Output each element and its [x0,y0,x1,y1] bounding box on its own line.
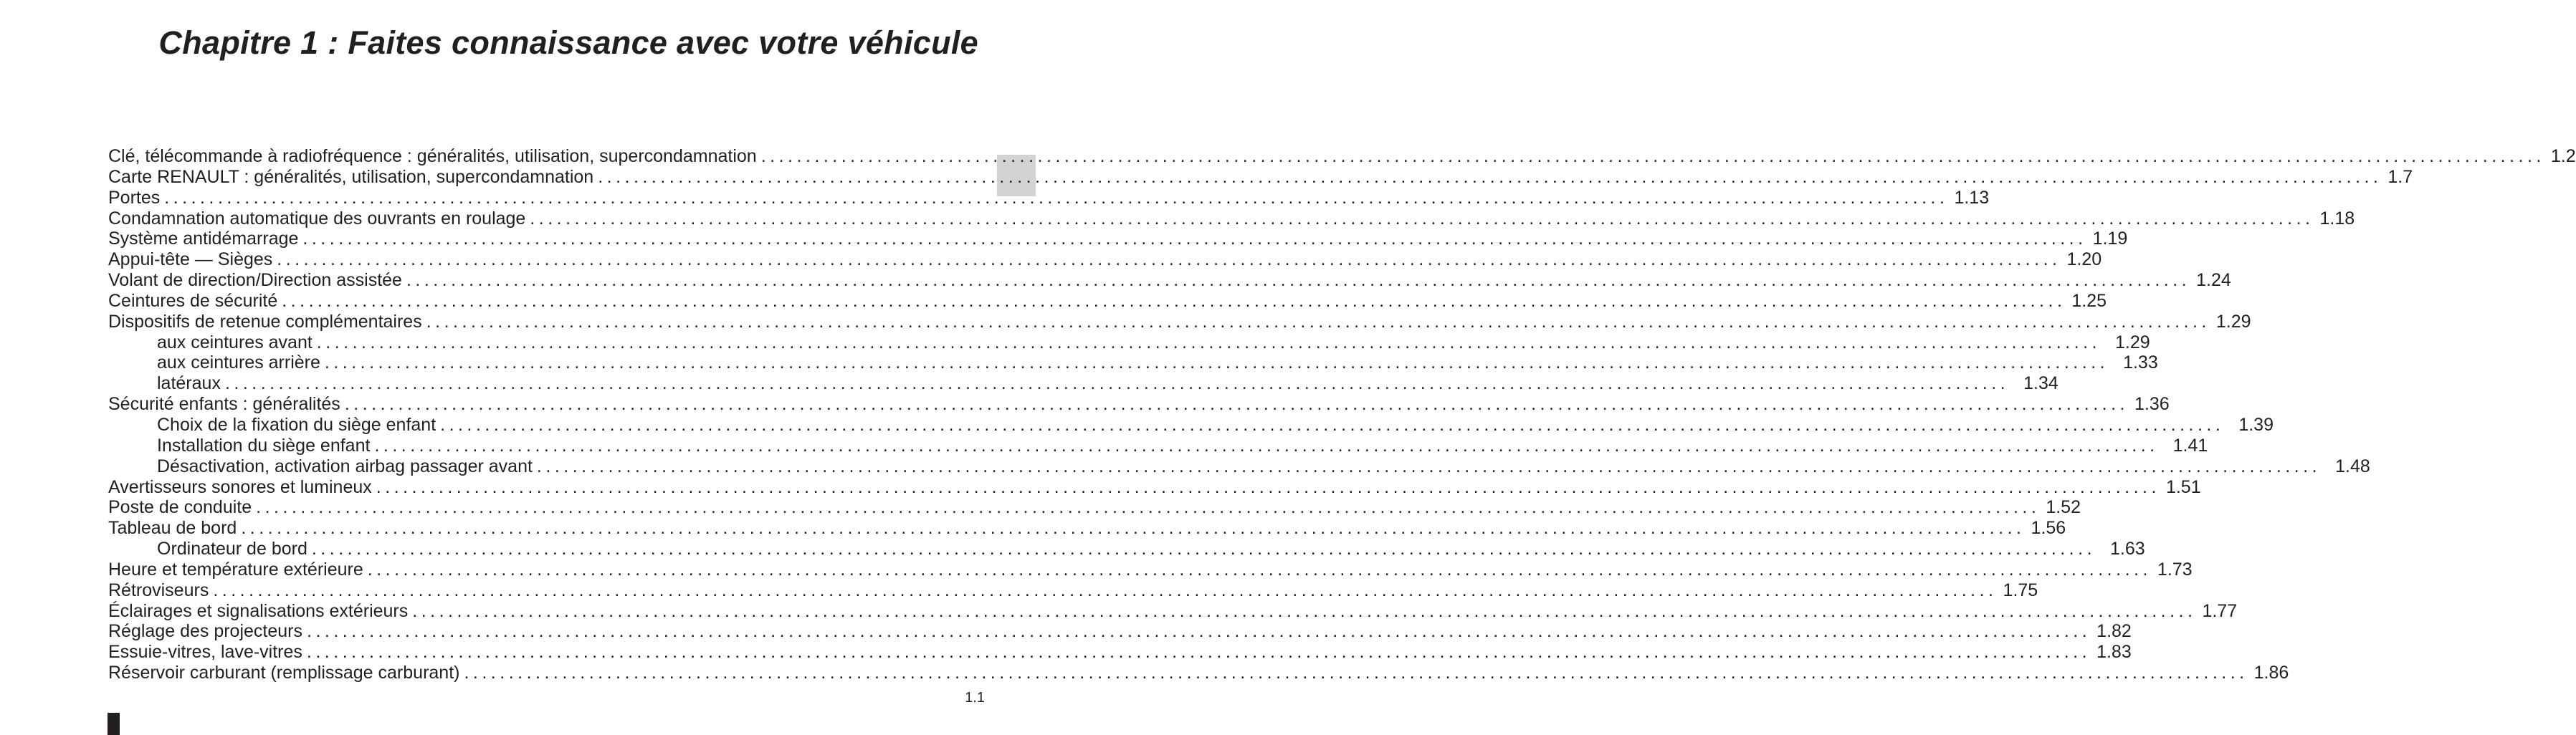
toc-entry-page: 1.86 [2253,663,2289,683]
dot-leader: ........................................................................................................................................................................................................ [307,621,2091,642]
toc-entry-page: 1.83 [2096,642,2132,663]
toc-entry-label: aux ceintures avant [157,332,313,352]
toc-entry-label: Réservoir carburant (remplissage carburant) [108,663,460,683]
dot-leader: ........................................................................................................................................................................................................ [426,311,2210,332]
toc-entry[interactable] [108,166,2413,188]
toc-entry[interactable] [108,518,2066,539]
toc-entry-label: Installation du siège enfant [157,435,371,456]
toc-entry[interactable] [108,435,2208,456]
toc-entry[interactable] [108,539,2145,559]
dot-leader: ........................................................................................................................................................................................................ [241,518,2026,539]
toc-entry[interactable] [108,621,2132,642]
toc-entry-page: 1.39 [2238,414,2274,435]
toc-entry[interactable] [108,559,2193,580]
page-marker [108,713,120,735]
toc-entry-page: 1.63 [2110,539,2145,559]
dot-leader: ........................................................................................................................................................................................................ [598,166,2382,187]
toc-entry[interactable] [108,580,2038,601]
toc-entry[interactable] [108,332,2150,353]
dot-leader: ........................................................................................................................................................................................................ [324,352,2109,373]
toc-entry-page: 1.75 [2003,580,2038,600]
toc-entry-label: Avertisseurs sonores et lumineux [108,476,372,497]
toc-entry-label: Rétroviseurs [108,580,209,600]
toc-entry-page: 1.73 [2157,559,2193,580]
toc-entry-label: Volant de direction/Direction assistée [108,270,402,291]
dot-leader: ........................................................................................................................................................................................................ [282,290,2066,311]
dot-leader: ........................................................................................................................................................................................................ [316,332,2101,352]
toc-entry-page: 1.29 [2114,332,2150,352]
toc-entry[interactable] [108,146,2576,167]
toc-entry-label: Essuie-vitres, lave-vitres [108,642,302,663]
dot-leader: ........................................................................................................................................................................................................ [344,394,2129,415]
toc-entry-label: Portes [108,187,161,208]
toc-entry-page: 1.25 [2071,290,2107,311]
toc-entry[interactable] [108,476,2201,498]
toc-entry[interactable] [108,663,2289,683]
dot-leader: ........................................................................................................................................................................................................ [374,435,2159,456]
toc-entry[interactable] [108,600,2238,622]
toc-entry-label: Ceintures de sécurité [108,290,278,311]
toc-entry[interactable] [108,290,2107,312]
toc-entry[interactable] [108,270,2231,291]
dot-leader: ........................................................................................................................................................................................................ [224,373,2010,394]
toc-entry-page: 1.56 [2031,518,2066,539]
toc-entry-label: Désactivation, activation airbag passager avant [157,456,533,476]
toc-entry-page: 1.41 [2172,435,2208,456]
toc-entry-page: 1.19 [2092,229,2128,249]
dot-leader: ........................................................................................................................................................................................................ [311,539,2096,559]
toc-entry-label: Carte RENAULT : généralités, utilisation, supercondamnation [108,166,594,187]
toc-entry[interactable] [108,311,2251,332]
toc-entry[interactable] [108,394,2170,415]
toc-entry-page: 1.77 [2202,600,2238,621]
toc-entry-label: Ordinateur de bord [157,539,307,559]
chapter-title: Chapitre 1 : Faites connaissance avec votre véhicule [158,24,978,61]
toc-entry-page: 1.48 [2335,456,2370,476]
toc-entry-label: Dispositifs de retenue complémentaires [108,311,422,332]
page-number: 1.1 [965,690,985,706]
dot-leader: ........................................................................................................................................................................................................ [406,270,2191,291]
dot-leader: ........................................................................................................................................................................................................ [277,249,2061,270]
table-of-contents [108,146,2576,683]
toc-entry[interactable] [108,497,2081,518]
toc-entry-page: 1.33 [2123,352,2158,373]
toc-entry-page: 1.2 [2550,146,2576,166]
toc-entry-label: aux ceintures arrière [157,352,320,373]
toc-entry-page: 1.51 [2165,476,2201,497]
dot-leader: ........................................................................................................................................................................................................ [376,476,2160,497]
toc-entry[interactable] [108,249,2102,270]
toc-entry-label: Système antidémarrage [108,229,299,249]
toc-entry-label: Réglage des projecteurs [108,621,302,642]
toc-entry-label: latéraux [157,373,221,394]
dot-leader: ........................................................................................................................................................................................................ [536,456,2322,476]
toc-entry[interactable] [108,187,1990,208]
toc-entry-label: Condamnation automatique des ouvrants en roulage [108,208,526,229]
toc-entry[interactable] [108,414,2274,436]
toc-entry[interactable] [108,642,2132,663]
toc-entry-page: 1.29 [2215,311,2251,332]
toc-entry[interactable] [108,373,2059,394]
toc-entry[interactable] [108,352,2158,373]
dot-leader: ........................................................................................................................................................................................................ [306,642,2091,663]
toc-entry[interactable] [108,208,2355,229]
dot-leader: ........................................................................................................................................................................................................ [367,559,2152,580]
dot-leader: ........................................................................................................................................................................................................ [464,663,2248,683]
toc-entry-label: Sécurité enfants : généralités [108,394,340,415]
toc-entry-page: 1.13 [1954,187,1990,208]
dot-leader: ........................................................................................................................................................................................................ [302,229,2087,249]
dot-leader: ........................................................................................................................................................................................................ [164,187,1949,208]
toc-entry-label: Heure et température extérieure [108,559,363,580]
toc-entry-label: Appui-tête — Sièges [108,249,273,270]
toc-entry-page: 1.18 [2319,208,2355,229]
toc-entry-label: Clé, télécommande à radiofréquence : généralités, utilisation, supercondamnation [108,146,757,166]
toc-entry-label: Éclairages et signalisations extérieurs [108,600,409,621]
toc-entry-label: Tableau de bord [108,518,237,539]
toc-entry-page: 1.36 [2134,394,2170,415]
dot-leader: ........................................................................................................................................................................................................ [213,580,1998,600]
toc-entry-label: Choix de la fixation du siège enfant [157,414,437,435]
dot-leader: ........................................................................................................................................................................................................ [412,600,2197,621]
toc-entry-page: 1.82 [2096,621,2132,642]
toc-entry[interactable] [108,456,2370,477]
toc-entry-page: 1.7 [2387,166,2413,187]
dot-leader: ........................................................................................................................................................................................................ [256,497,2041,518]
dot-leader: ........................................................................................................................................................................................................ [760,146,2545,166]
toc-entry[interactable] [108,229,2128,249]
toc-entry-page: 1.24 [2196,270,2231,291]
toc-entry-label: Poste de conduite [108,497,252,518]
dot-leader: ........................................................................................................................................................................................................ [530,208,2314,229]
toc-entry-page: 1.20 [2066,249,2102,270]
toc-entry-page: 1.34 [2023,373,2059,394]
toc-entry-page: 1.52 [2046,497,2081,518]
dot-leader: ........................................................................................................................................................................................................ [440,414,2225,435]
